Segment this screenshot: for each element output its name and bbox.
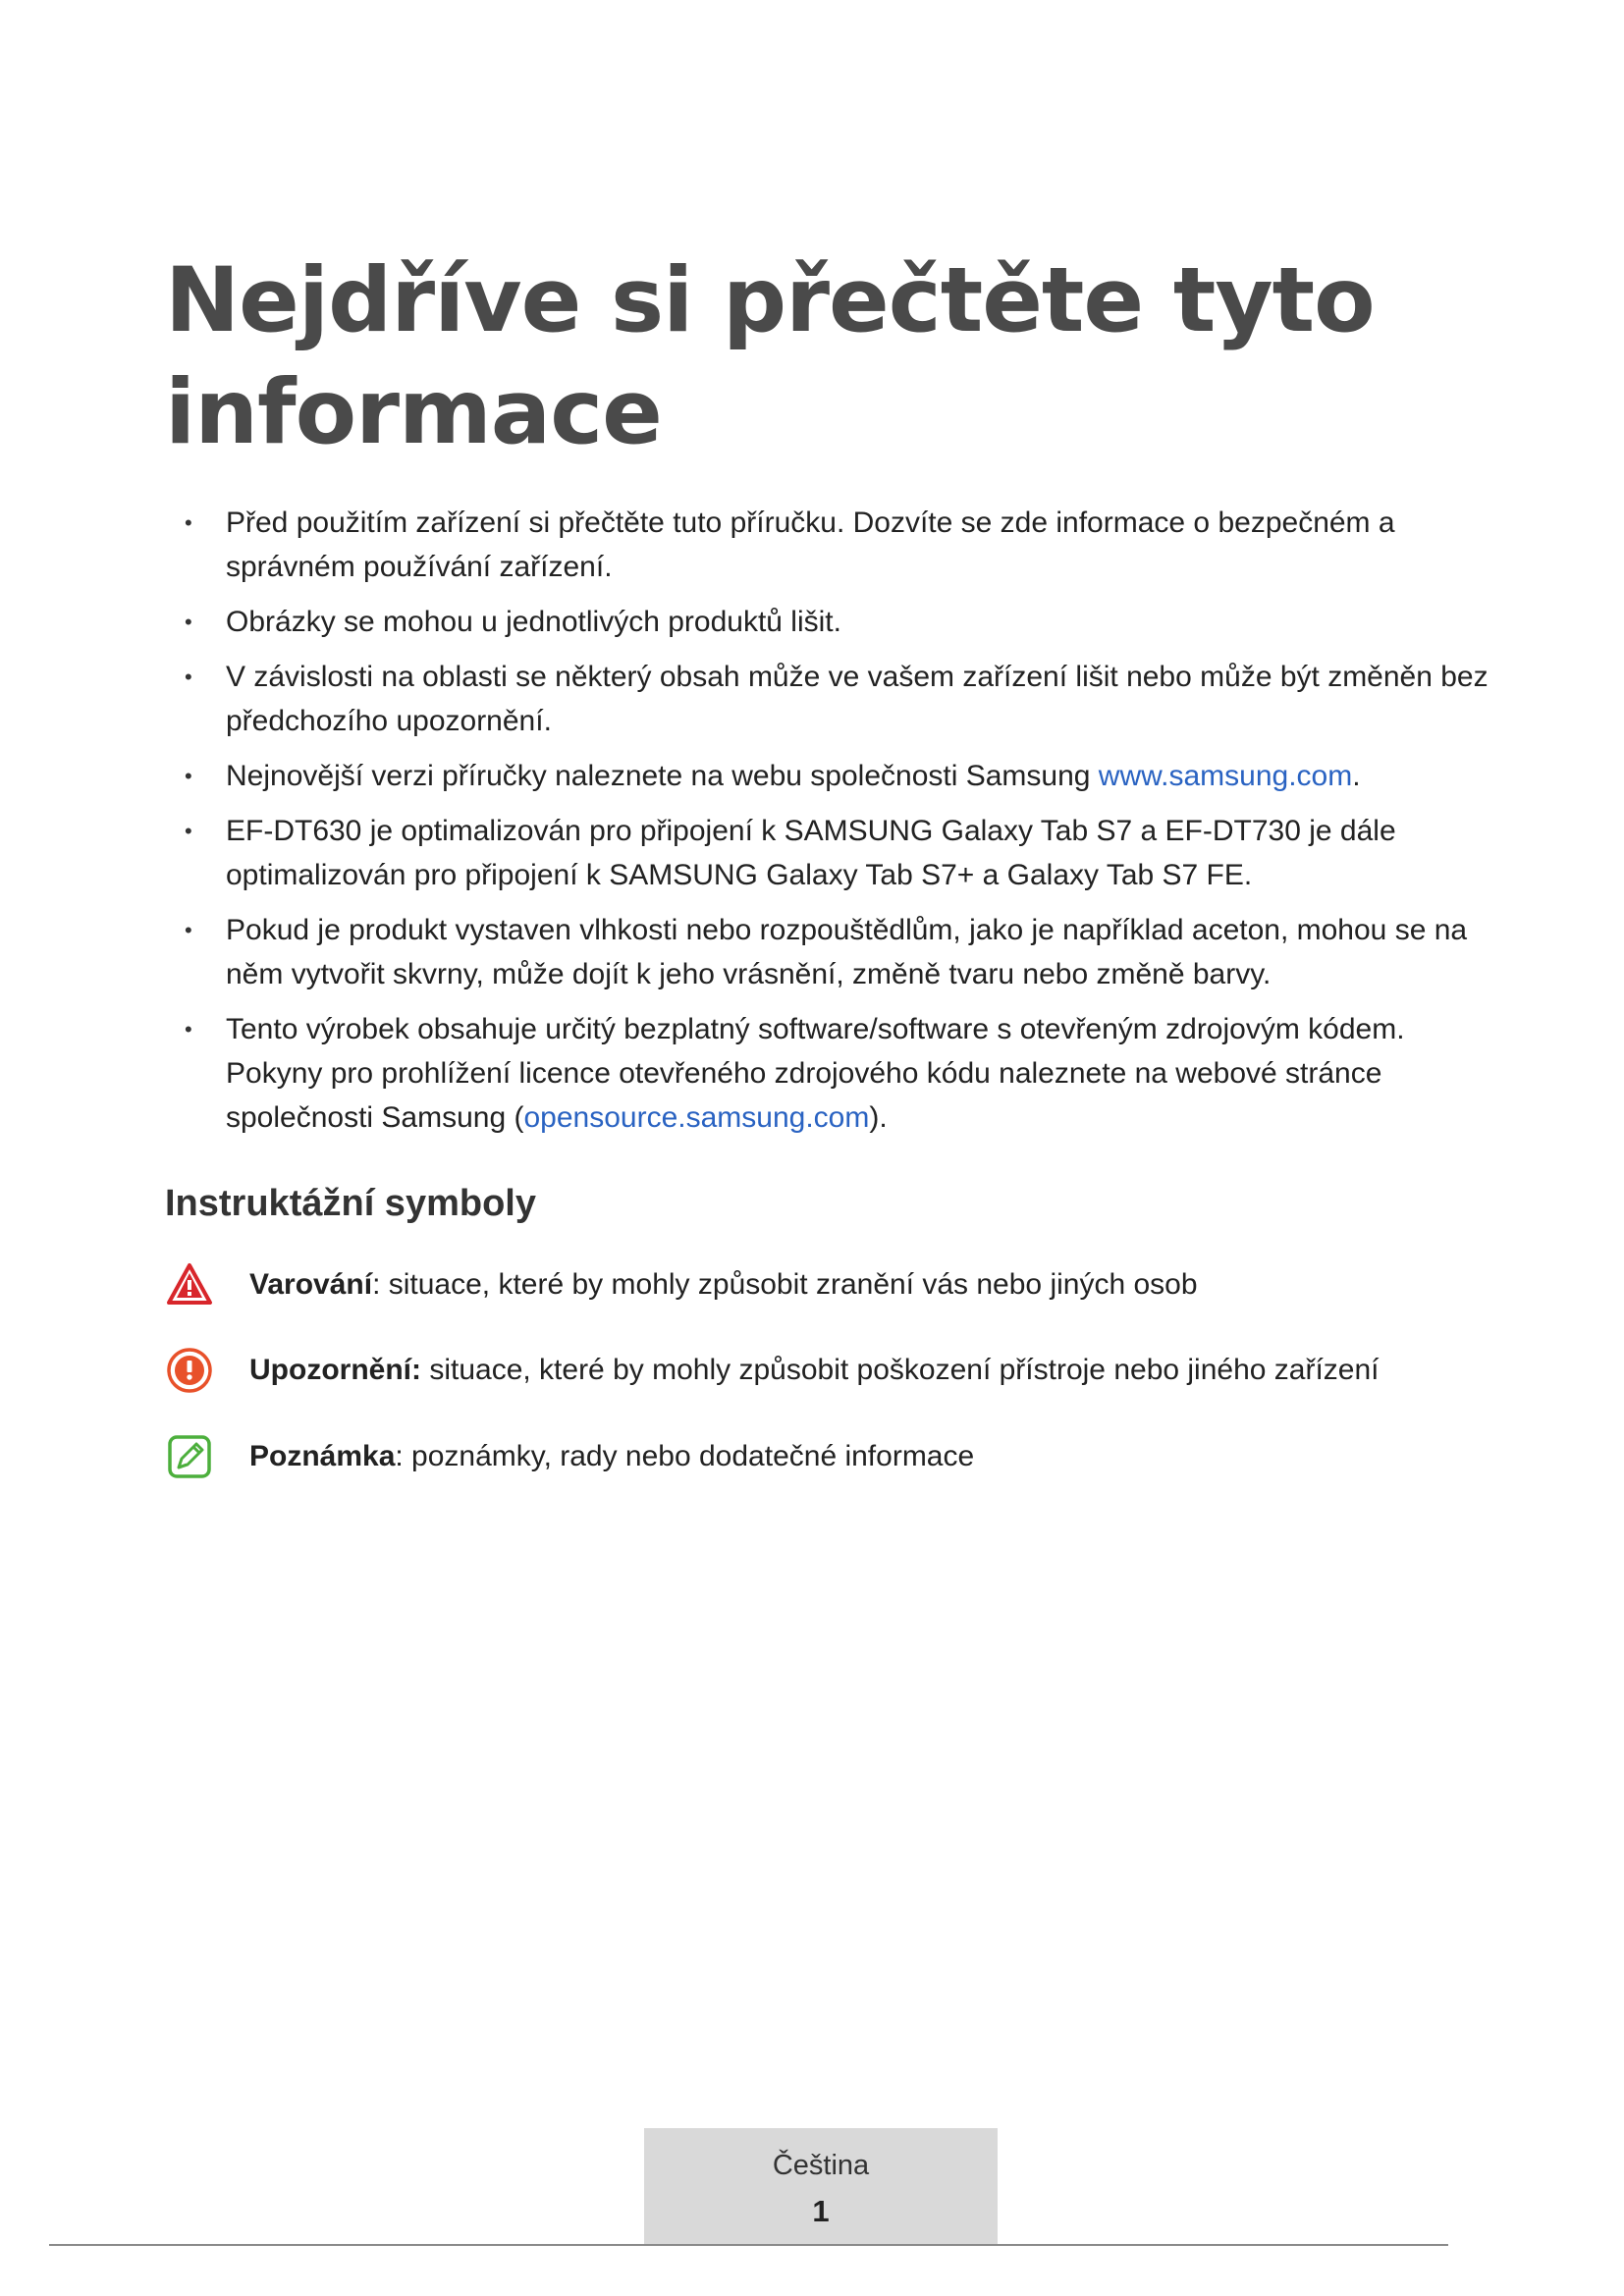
note-pencil-icon (165, 1432, 214, 1481)
page-footer (644, 2128, 998, 2244)
bullet-item: • Před použitím zařízení si přečtěte tuto příručku. Dozvíte se zde informace o bezpečném a správném používání zařízení. (185, 501, 1490, 589)
bullet-item: • Pokud je produkt vystaven vlhkosti nebo rozpouštědlům, jako je například aceton, mohou se na něm vytvořit skvrny, může dojít k jeho vrásnění, změně tvaru nebo změně barvy. (185, 908, 1490, 996)
caution-exclamation-icon (165, 1346, 214, 1395)
bullet-item: • Obrázky se mohou u jednotlivých produktů lišit. (185, 600, 1490, 644)
section-heading-symbols: Instruktážní symboly (165, 1183, 536, 1224)
bullet-item: • Tento výrobek obsahuje určitý bezplatný software/software s otevřeným zdrojovým kódem. Pokyny pro prohlížení licence otevřeného zdrojového kódu naleznete na webové stránce společnosti Samsung (opensource.samsung.com). (185, 1007, 1490, 1140)
symbol-label: Varování (249, 1268, 373, 1301)
page-title-line-1: Nejdříve si přečtěte tyto (165, 249, 1375, 352)
footer-divider (49, 2244, 1448, 2246)
page-number: 1 (812, 2194, 830, 2228)
symbol-description: : situace, které by mohly způsobit zranění vás nebo jiných osob (372, 1268, 1198, 1301)
opensource-website-link[interactable]: opensource.samsung.com (523, 1101, 870, 1134)
samsung-website-link[interactable]: www.samsung.com (1098, 760, 1353, 792)
symbol-row-caution (165, 1346, 1380, 1395)
symbol-label: Poznámka (249, 1440, 396, 1472)
symbol-label: Upozornění: (249, 1354, 421, 1386)
symbol-row-warning (165, 1260, 1198, 1309)
symbol-description: : poznámky, rady nebo dodatečné informace (395, 1440, 975, 1472)
bullet-item: • Nejnovější verzi příručky naleznete na webu společnosti Samsung www.samsung.com. (185, 754, 1490, 798)
warning-triangle-icon (165, 1260, 214, 1309)
bullet-item: • V závislosti na oblasti se některý obsah může ve vašem zařízení lišit nebo může být změněn bez předchozího upozornění. (185, 655, 1490, 743)
symbol-row-note (165, 1432, 974, 1481)
info-bullet-list (185, 501, 1490, 1150)
symbol-description: situace, které by mohly způsobit poškození přístroje nebo jiného zařízení (420, 1354, 1380, 1386)
page-title (165, 245, 1490, 469)
footer-language: Čeština (772, 2150, 870, 2181)
page-title-line-2: informace (165, 361, 662, 464)
bullet-item: • EF-DT630 je optimalizován pro připojení k SAMSUNG Galaxy Tab S7 a EF-DT730 je dále optimalizován pro připojení k SAMSUNG Galaxy Tab S7+ a Galaxy Tab S7 FE. (185, 809, 1490, 897)
